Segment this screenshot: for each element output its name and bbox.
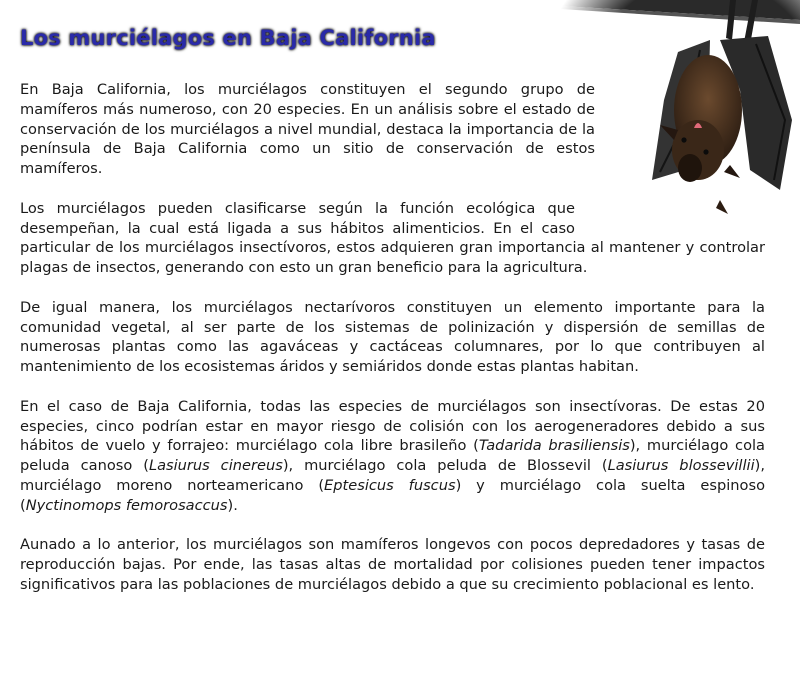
paragraph-3: De igual manera, los murciélagos nectarívoros constituyen un elemento importante para la comunidad vegetal, al ser parte de los sistemas de polinización y dispersión de semillas de numerosas plantas como las agaváceas y cactáceas columnares, por lo que contribuyen al mantenimiento de los ecosistemas áridos y semiáridos donde estas plantas habitan.: [20, 298, 765, 376]
species-name-cinereus: Lasiurus cinereus: [148, 457, 283, 475]
species-name-nyctinomops: Nyctinomops femorosaccus: [25, 496, 228, 514]
paragraph-2: Los murciélagos pueden clasificarse según la función ecológica que desempeñan, la cual está ligada a sus hábitos alimenticios. En el caso particular de los murciélagos insectívoros, estos adquieren gran importancia al mantener y controlar plagas de insectos, generando con esto un gran beneficio para la agricultura.: [20, 199, 765, 277]
paragraph-4-text-2: ), murciélago cola peluda canoso (: [20, 437, 765, 475]
paragraph-1: En Baja California, los murciélagos constituyen el segundo grupo de mamíferos más numeroso, con 20 especies. En un análisis sobre el estado de conservación de los murciélagos a nivel mundial, destaca la importancia de la península de Baja California como un sitio de conservación de estos mamíferos.: [20, 81, 595, 178]
species-name-tadarida: Tadarida brasiliensis: [478, 437, 630, 455]
paragraph-4: [20, 397, 765, 516]
species-name-blossevillii: Lasiurus blossevillii: [607, 457, 755, 475]
page-title: Los murciélagos en Baja California: [20, 26, 436, 50]
article-body: [20, 80, 765, 615]
species-name-eptesicus: Eptesicus fuscus: [324, 476, 456, 494]
paragraph-4-text-1: En el caso de Baja California, todas las especies de murciélagos son insectívoras. De estas 20 especies, cinco podrían estar en mayor riesgo de colisión con los aerogeneradores debido a sus hábitos de vuelo y forrajeo: murciélago cola libre brasileño (: [20, 397, 765, 455]
paragraph-4-text-6: ).: [227, 496, 238, 514]
paragraph-5: Aunado a lo anterior, los murciélagos son mamíferos longevos con pocos depredadores y tasas de reproducción bajas. Por ende, las tasas altas de mortalidad por colisiones pueden tener impactos significativos para las poblaciones de murciélagos debido a que su crecimiento poblacional es lento.: [20, 536, 765, 593]
paragraph-4-text-4: ), murciélago moreno norteamericano (: [20, 457, 765, 494]
paragraph-4-text-3: ), murciélago cola peluda de Blossevil (: [282, 457, 608, 475]
paragraph-4-text-5: ) y murciélago cola suelta espinoso (: [20, 476, 765, 514]
